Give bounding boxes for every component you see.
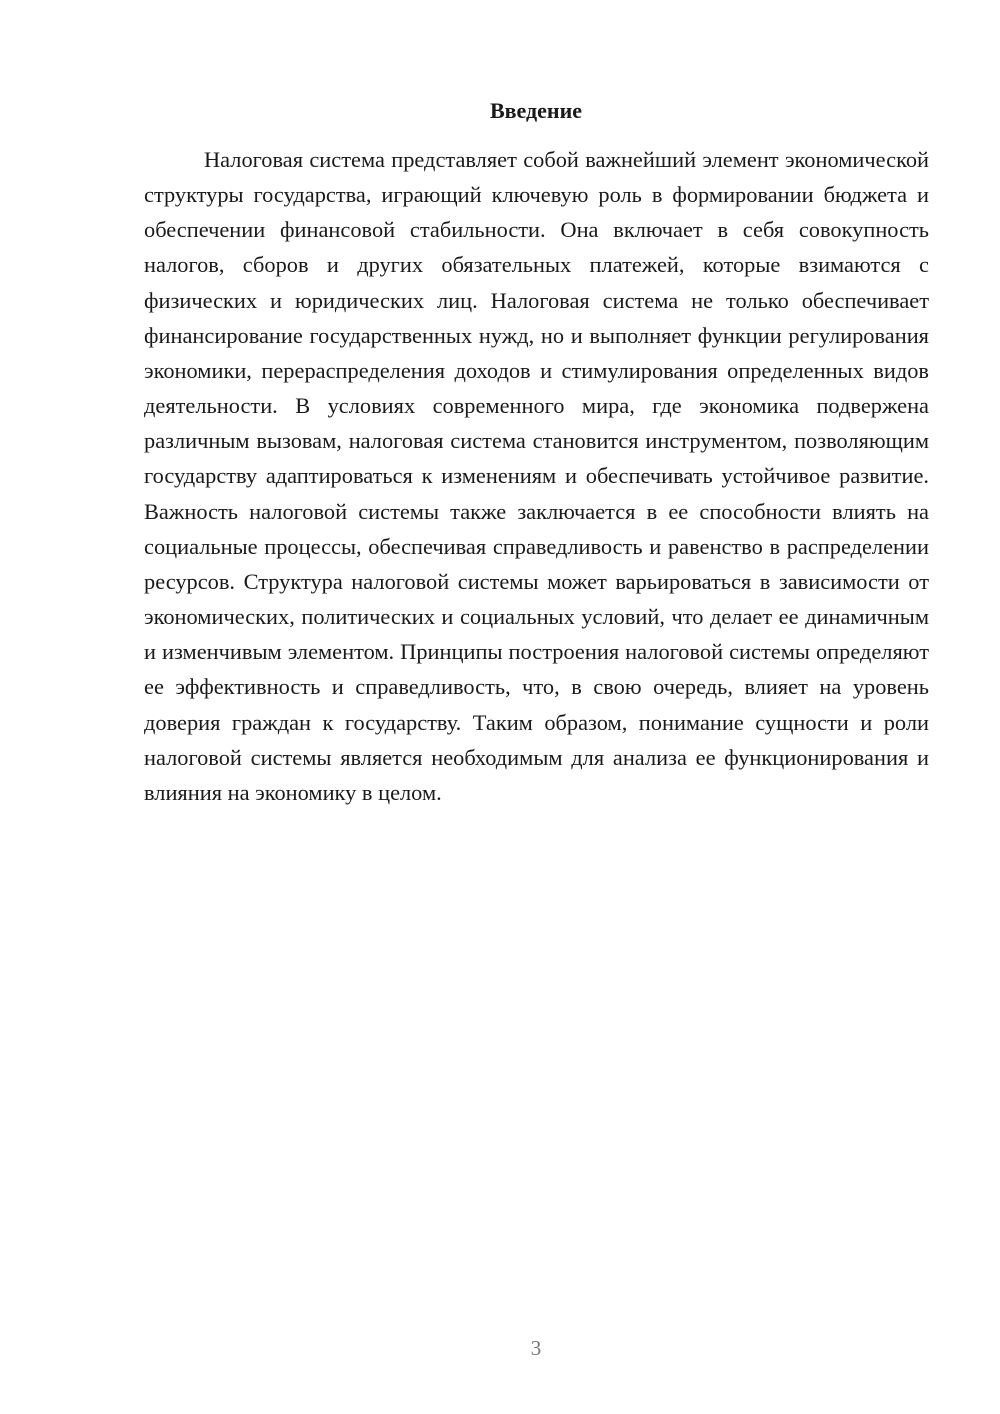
page-number: 3 xyxy=(530,1336,542,1360)
section-heading: Введение xyxy=(489,98,583,123)
body-paragraph: Налоговая система представляет собой важнейший элемент экономической структуры государства, играющий ключевую роль в формировании бюджета и обеспечении финансовой стабильности. Она включает в себя совокупность налогов, сборов и других обязательных платежей, которые взимаются с физических и юридических лиц. Налоговая система не только обеспечивает финансирование государственных нужд, но и выполняет функции регулирования экономики, перераспределения доходов и стимулирования определенных видов деятельности. В условиях современного мира, где экономика подвержена различным вызовам, налоговая система становится инструментом, позволяющим государству адаптироваться к изменениям и обеспечивать устойчивое развитие. Важность налоговой системы также заключается в ее способности влиять на социальные процессы, обеспечивая справедливость и равенство в распределении ресурсов. Структура налоговой системы может варьироваться в зависимости от экономических, политических и социальных условий, что делает ее динамичным и изменчивым элементом. Принципы построения налоговой системы определяют ее эффективность и справедливость, что, в свою очередь, влияет на уровень доверия граждан к государству. Таким образом, понимание сущности и роли налоговой системы является необходимым для анализа ее функционирования и влияния на экономику в целом. xyxy=(144,147,929,805)
